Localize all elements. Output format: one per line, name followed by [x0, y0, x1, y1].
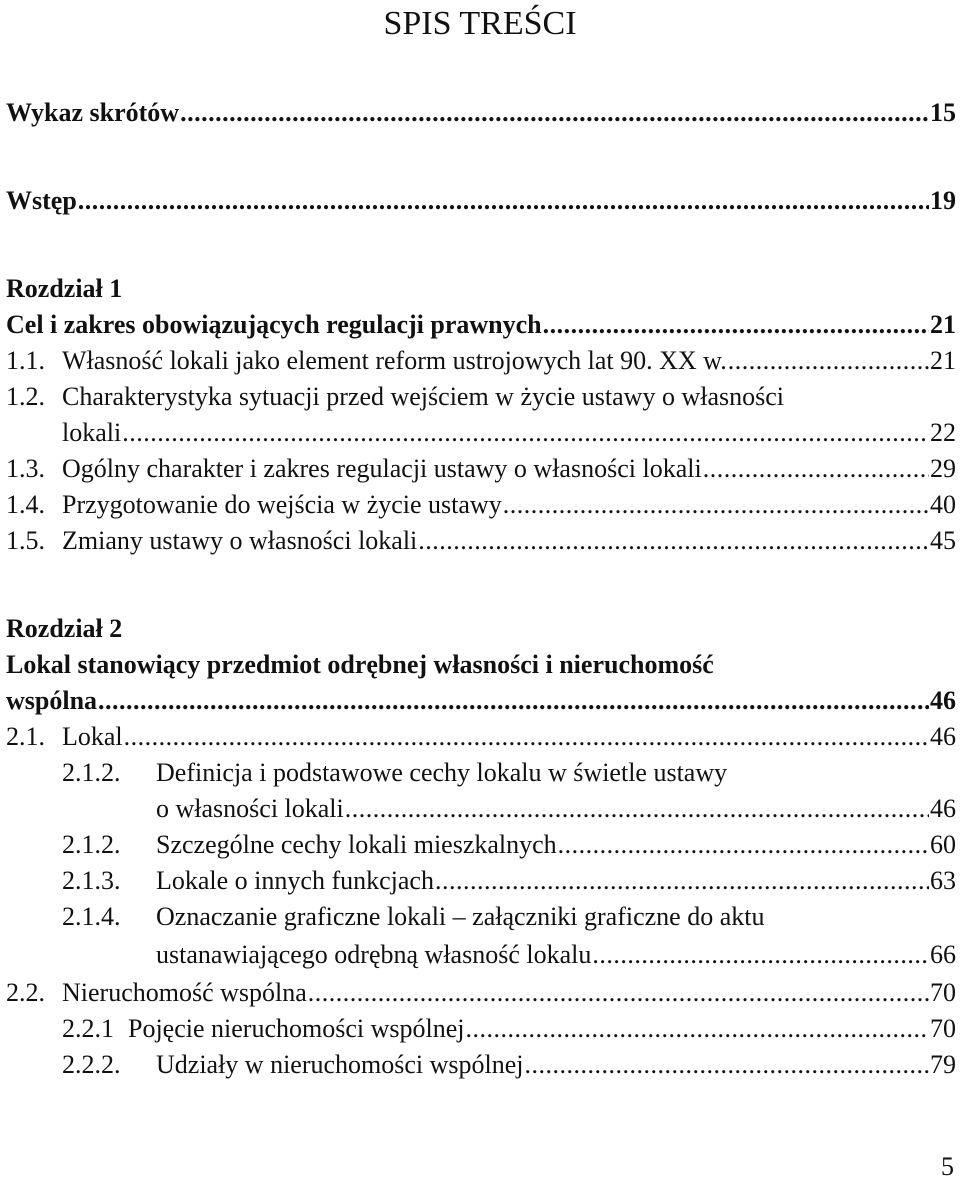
toc-entry-page: 19	[930, 186, 956, 215]
toc-entry-page: 70	[930, 1014, 956, 1043]
toc-entry-text: Udziały w nieruchomości wspólnej	[156, 1050, 524, 1079]
toc-entry-text: Pojęcie nieruchomości wspólnej	[128, 1014, 465, 1043]
toc-leader-dots	[465, 1012, 929, 1046]
toc-leader-dots	[592, 938, 929, 972]
toc-entry-1-2[interactable]	[6, 380, 956, 414]
toc-entry-2-1-2-szczegolne[interactable]	[62, 828, 956, 862]
toc-entry-page: 63	[930, 866, 956, 895]
toc-entry-number: 1.2.	[6, 382, 45, 411]
toc-entry-text: lokali	[62, 418, 122, 447]
toc-entry-1-4[interactable]	[6, 488, 956, 522]
toc-leader-dots	[98, 684, 929, 718]
toc-entry-number: 1.3.	[6, 454, 45, 483]
toc-entry-page: 21	[930, 346, 956, 375]
toc-entry-text: wspólna	[6, 686, 98, 715]
toc-entry-2-2-1[interactable]	[62, 1012, 956, 1046]
toc-leader-dots	[308, 976, 929, 1010]
toc-entry-2-1-4[interactable]	[62, 900, 956, 934]
toc-entry-chapter-2-title[interactable]	[6, 648, 956, 682]
toc-entry-2-2-2[interactable]	[62, 1048, 956, 1082]
toc-entry-number: 2.1.	[6, 722, 45, 751]
toc-entry-2-1[interactable]	[6, 720, 956, 754]
toc-leader-dots	[503, 488, 929, 522]
toc-entry-number: 2.1.2.	[62, 758, 121, 787]
toc-entry-text: Wstęp	[6, 186, 77, 215]
toc-entry-wykaz-skrotow[interactable]	[6, 96, 956, 130]
toc-entry-chapter-2-title-continued[interactable]	[6, 684, 956, 718]
toc-entry-2-2[interactable]	[6, 976, 956, 1010]
toc-entry-1-1[interactable]	[6, 344, 956, 378]
toc-entry-2-1-3[interactable]	[62, 864, 956, 898]
toc-entry-2-1-4-continued[interactable]	[156, 938, 956, 972]
toc-entry-text: Lokal stanowiący przedmiot odrębnej własności i nieruchomość	[6, 650, 714, 679]
toc-leader-dots	[418, 524, 929, 558]
toc-entry-page: 70	[930, 978, 956, 1007]
toc-entry-page: 46	[930, 686, 956, 715]
toc-entry-text: Własność lokali jako element reform ustrojowych lat 90. XX w.	[62, 346, 727, 375]
toc-entry-page: 46	[930, 794, 956, 823]
toc-entry-text: Definicja i podstawowe cechy lokalu w świetle ustawy	[156, 758, 728, 787]
toc-entry-chapter-1-title[interactable]	[6, 308, 956, 342]
toc-leader-dots	[78, 184, 929, 218]
toc-leader-dots	[525, 1048, 929, 1082]
toc-entry-wstep[interactable]	[6, 184, 956, 218]
toc-entry-number: 1.1.	[6, 346, 45, 375]
toc-entry-1-5[interactable]	[6, 524, 956, 558]
toc-entry-number: 2.1.2.	[62, 830, 121, 859]
toc-entry-2-1-2-definicja[interactable]	[62, 756, 956, 790]
toc-entry-number: 2.1.3.	[62, 866, 121, 895]
toc-entry-number: 2.2.	[6, 978, 45, 1007]
toc-entry-text: Zmiany ustawy o własności lokali	[62, 526, 418, 555]
toc-entry-text: Rozdział 2	[6, 614, 123, 643]
toc-entry-text: Szczególne cechy lokali mieszkalnych	[156, 830, 557, 859]
toc-entry-text: Charakterystyka sytuacji przed wejściem w życie ustawy o własności	[62, 382, 784, 411]
toc-entry-page: 60	[930, 830, 956, 859]
toc-entry-text: o własności lokali	[156, 794, 344, 823]
toc-entry-page: 79	[930, 1050, 956, 1079]
toc-entry-number: 2.2.1	[62, 1014, 114, 1043]
toc-leader-dots	[345, 792, 929, 826]
toc-entry-text: Lokal	[62, 722, 123, 751]
toc-entry-text: Ogólny charakter i zakres regulacji ustawy o własności lokali	[62, 454, 702, 483]
toc-chapter-heading-1	[6, 272, 956, 306]
toc-entry-text: Przygotowanie do wejścia w życie ustawy	[62, 490, 502, 519]
toc-entry-2-1-2-definicja-continued[interactable]	[156, 792, 956, 826]
toc-entry-text: Cel i zakres obowiązujących regulacji prawnych	[6, 310, 542, 339]
toc-entry-page: 66	[930, 940, 956, 969]
toc-entry-page: 29	[930, 454, 956, 483]
toc-entry-number: 2.2.2.	[62, 1050, 121, 1079]
page-number: 5	[941, 1152, 954, 1181]
toc-entry-text: Rozdział 1	[6, 274, 123, 303]
toc-leader-dots	[435, 864, 929, 898]
toc-chapter-heading-2	[6, 612, 956, 646]
toc-entry-page: 45	[930, 526, 956, 555]
toc-entry-1-2-continued[interactable]	[62, 416, 956, 450]
toc-leader-dots	[703, 452, 929, 486]
toc-entry-page: 15	[930, 98, 956, 127]
toc-entry-number: 2.1.4.	[62, 902, 121, 931]
page-title: SPIS TREŚCI	[383, 5, 577, 42]
toc-entry-text: Nieruchomość wspólna	[62, 978, 307, 1007]
toc-entry-text: Lokale o innych funkcjach	[156, 866, 434, 895]
toc-leader-dots	[558, 828, 929, 862]
toc-entry-text: Wykaz skrótów	[6, 98, 180, 127]
toc-entry-1-3[interactable]	[6, 452, 956, 486]
toc-leader-dots	[180, 96, 929, 130]
toc-entry-text: ustanawiającego odrębną własność lokalu	[156, 940, 592, 969]
toc-entry-number: 1.5.	[6, 526, 45, 555]
toc-entry-text: Oznaczanie graficzne lokali – załączniki graficzne do aktu	[156, 902, 765, 931]
toc-leader-dots	[543, 308, 929, 342]
toc-leader-dots	[122, 416, 929, 450]
toc-entry-page: 46	[930, 722, 956, 751]
toc-leader-dots	[728, 344, 929, 378]
toc-entry-page: 40	[930, 490, 956, 519]
toc-entry-number: 1.4.	[6, 490, 45, 519]
toc-entry-page: 22	[930, 418, 956, 447]
toc-entry-page: 21	[930, 310, 956, 339]
toc-leader-dots	[124, 720, 929, 754]
